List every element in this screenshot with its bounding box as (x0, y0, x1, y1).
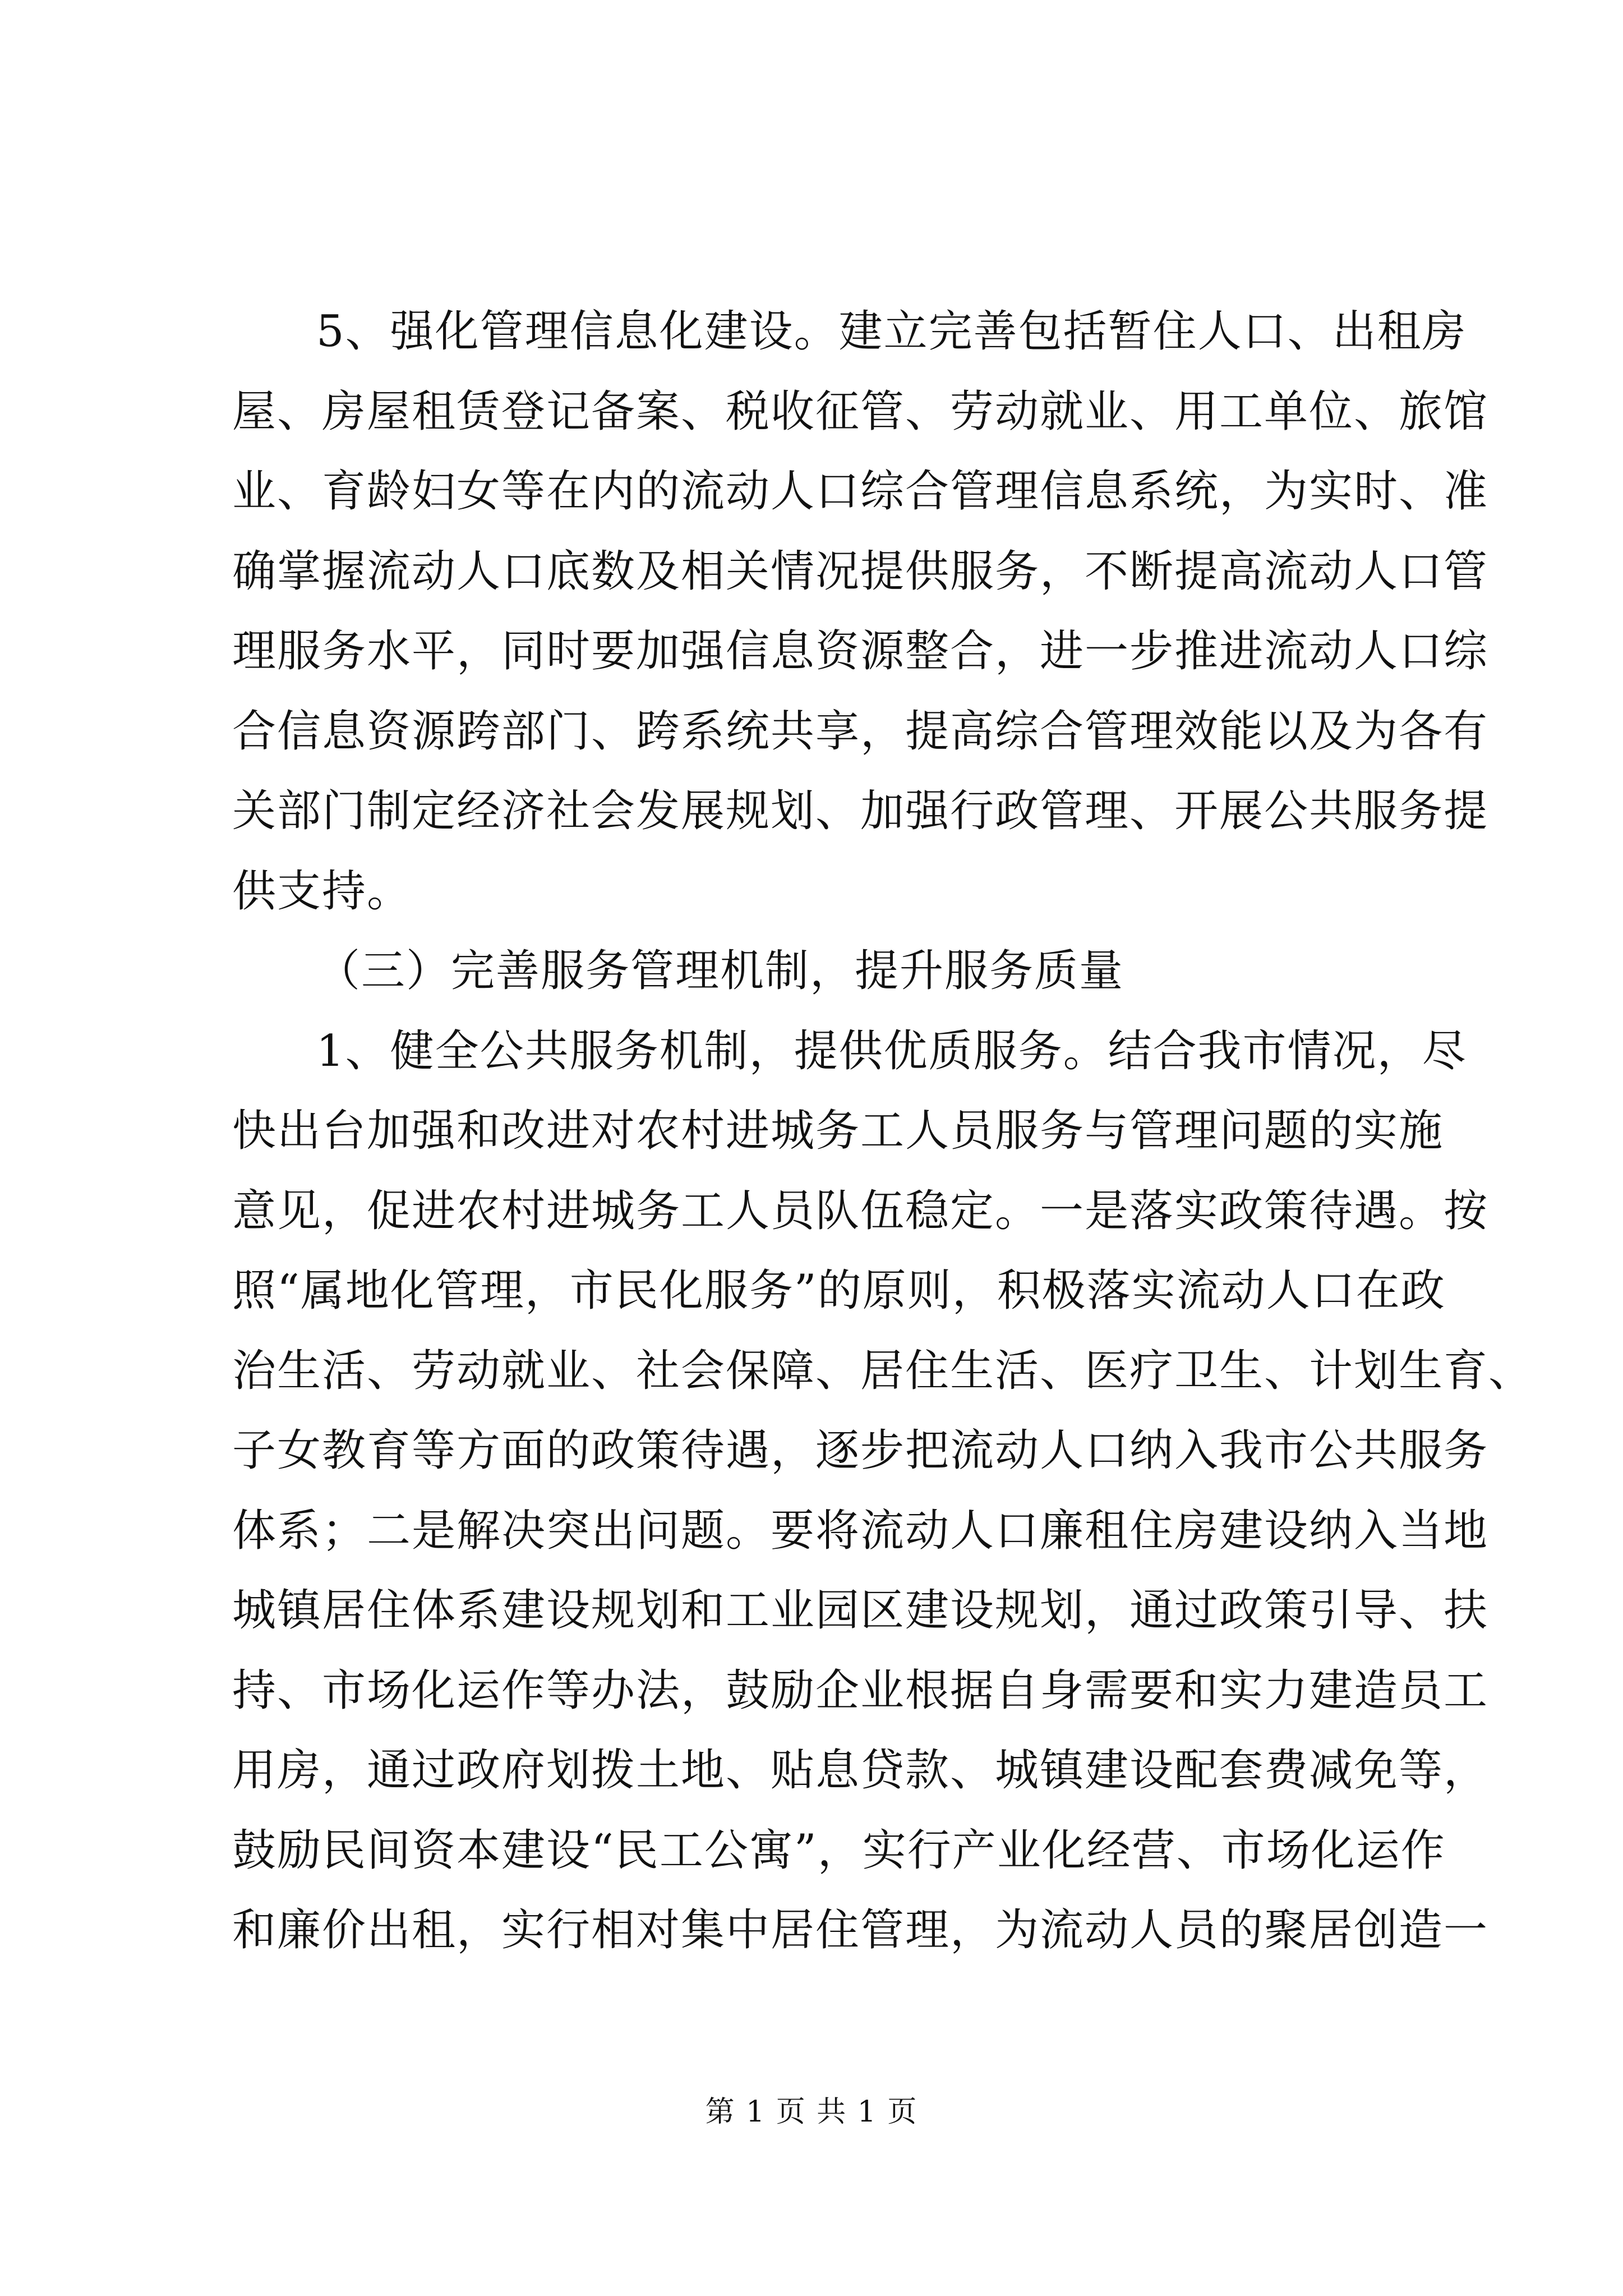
page-footer: 第 1 页 共 1 页 (705, 2095, 918, 2129)
text-line: 快出台加强和改进对农村进城务工人员服务与管理问题的实施 (232, 1106, 1444, 1156)
text-line: 意见，促进农村进城务工人员队伍稳定。一是落实政策待遇。按 (232, 1185, 1489, 1236)
section-heading-text: （三）完善服务管理机制，提升服务质量 (316, 946, 1124, 996)
text-line: 持、市场化运作等办法，鼓励企业根据自身需要和实力建造员工 (232, 1665, 1489, 1716)
text-line: 业、育龄妇女等在内的流动人口综合管理信息系统，为实时、准 (232, 466, 1489, 517)
text-line: 子女教育等方面的政策待遇，逐步把流动人口纳入我市公共服务 (232, 1425, 1489, 1476)
paragraph-item-1 (232, 1011, 1534, 1971)
text-line: 照“属地化管理，市民化服务”的原则，积极落实流动人口在政 (232, 1266, 1446, 1316)
section-heading (232, 931, 1420, 1011)
text-line: 用房，通过政府划拨土地、贴息贷款、城镇建设配套费减免等， (232, 1745, 1489, 1796)
text-line: 供支持。 (232, 866, 412, 917)
text-line: 和廉价出租，实行相对集中居住管理，为流动人员的聚居创造一 (232, 1905, 1489, 1955)
text-line: 5、强化管理信息化建设。建立完善包括暂住人口、出租房 (316, 306, 1467, 357)
text-line: 关部门制定经济社会发展规划、加强行政管理、开展公共服务提 (232, 786, 1489, 836)
text-line: 治生活、劳动就业、社会保障、居住生活、医疗卫生、计划生育、 (232, 1345, 1534, 1396)
paragraph-item-5 (232, 292, 1489, 931)
text-line: 合信息资源跨部门、跨系统共享，提高综合管理效能以及为各有 (232, 706, 1489, 757)
text-line: 1、健全公共服务机制，提供优质服务。结合我市情况，尽 (316, 1025, 1467, 1076)
text-line: 理服务水平，同时要加强信息资源整合，进一步推进流动人口综 (232, 626, 1489, 677)
text-line: 确掌握流动人口底数及相关情况提供服务，不断提高流动人口管 (232, 546, 1489, 597)
text-line: 城镇居住体系建设规划和工业园区建设规划，通过政策引导、扶 (232, 1585, 1489, 1636)
text-line: 屋、房屋租赁登记备案、税收征管、劳动就业、用工单位、旅馆 (232, 386, 1489, 437)
document-body (232, 292, 1534, 1971)
text-line: 体系；二是解决突出问题。要将流动人口廉租住房建设纳入当地 (232, 1505, 1489, 1556)
text-line: 鼓励民间资本建设“民工公寓”，实行产业化经营、市场化运作 (232, 1825, 1446, 1876)
